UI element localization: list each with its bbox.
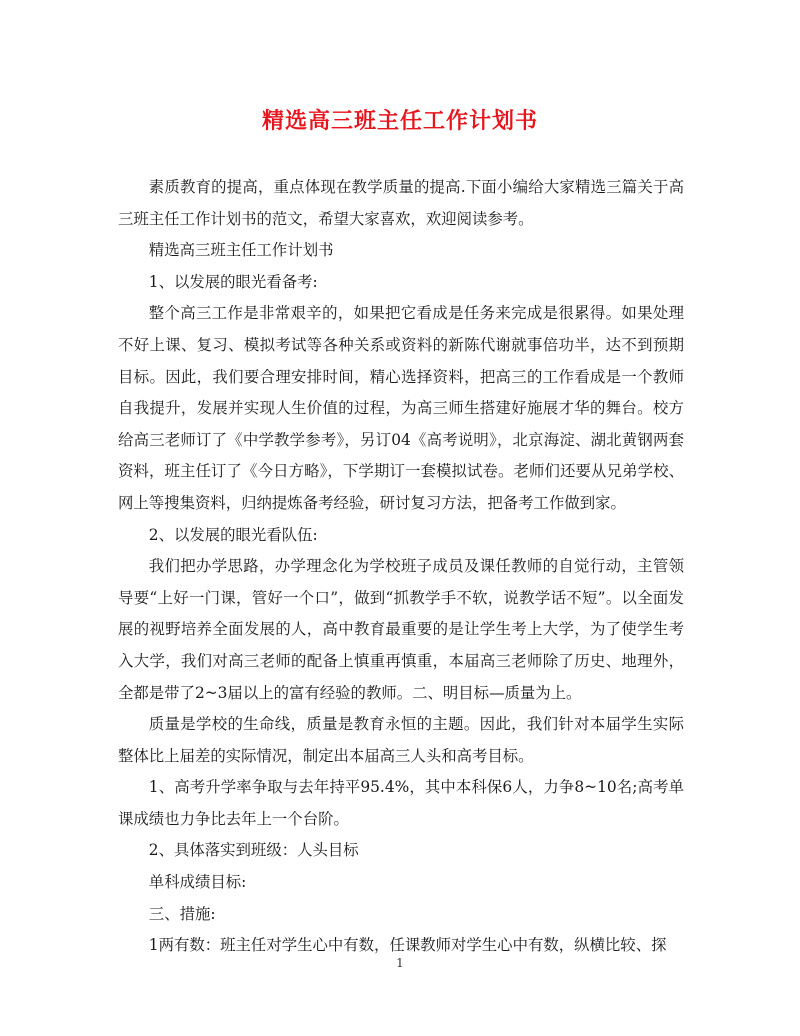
paragraph: 我们把办学思路，办学理念化为学校班子成员及课任教师的自觉行动，主管领导要“上好一门课，管好一个口”，做到“抓教学手不软，说教学话不短”。以全面发展的视野培养全面发展的人，高中教育最重要的是让学生考上大学，为了使学生考入大学，我们对高三老师的配备上慎重再慎重，本届高三老师除了历史、地理外，全都是带了2~3届以上的富有经验的教师。二、明目标—质量为上。 xyxy=(118,557,684,702)
paragraph-heading-3: 三、措施: xyxy=(148,904,216,923)
paragraph: 1、高考升学率争取与去年持平95.4%，其中本科保6人，力争8~10名;高考单课成绩也力争比去年上一个台阶。 xyxy=(118,778,684,828)
paragraph-intro: 素质教育的提高，重点体现在教学质量的提高.下面小编给大家精选三篇关于高三班主任工作计划书的范文，希望大家喜欢，欢迎阅读参考。 xyxy=(118,178,684,228)
paragraph-heading-2: 2、以发展的眼光看队伍: xyxy=(148,525,318,544)
paragraph-subtitle: 精选高三班主任工作计划书 xyxy=(148,241,334,260)
paragraph-heading-1: 1、以发展的眼光看备考: xyxy=(148,272,318,291)
document-title: 精选高三班主任工作计划书 xyxy=(261,108,538,134)
paragraph: 单科成绩目标: xyxy=(148,873,247,892)
document-body xyxy=(118,172,684,962)
paragraph: 整个高三工作是非常艰辛的，如果把它看成是任务来完成是很累得。如果处理不好上课、复习、模拟考试等各种关系或资料的新陈代谢就事倍功半，达不到预期目标。因此，我们要合理安排时间，精心选择资料，把高三的工作看成是一个教师自我提升，发展并实现人生价值的过程，为高三师生搭建好施展才华的舞台。校方给高三老师订了《中学教学参考》，另订04《高考说明》，北京海淀、湖北黄钢两套资料，班主任订了《今日方略》，下学期订一套模拟试卷。老师们还要从兄弟学校、网上等搜集资料，归纳提炼备考经验，研讨复习方法，把备考工作做到家。 xyxy=(118,304,684,512)
page-number: 1 xyxy=(396,956,404,970)
paragraph: 2、具体落实到班级：人头目标 xyxy=(148,841,359,860)
paragraph: 1两有数：班主任对学生心中有数，任课教师对学生心中有数，纵横比较、探 xyxy=(148,936,667,955)
paragraph: 质量是学校的生命线，质量是教育永恒的主题。因此，我们针对本届学生实际整体比上届差的实际情况，制定出本届高三人头和高考目标。 xyxy=(118,715,684,765)
